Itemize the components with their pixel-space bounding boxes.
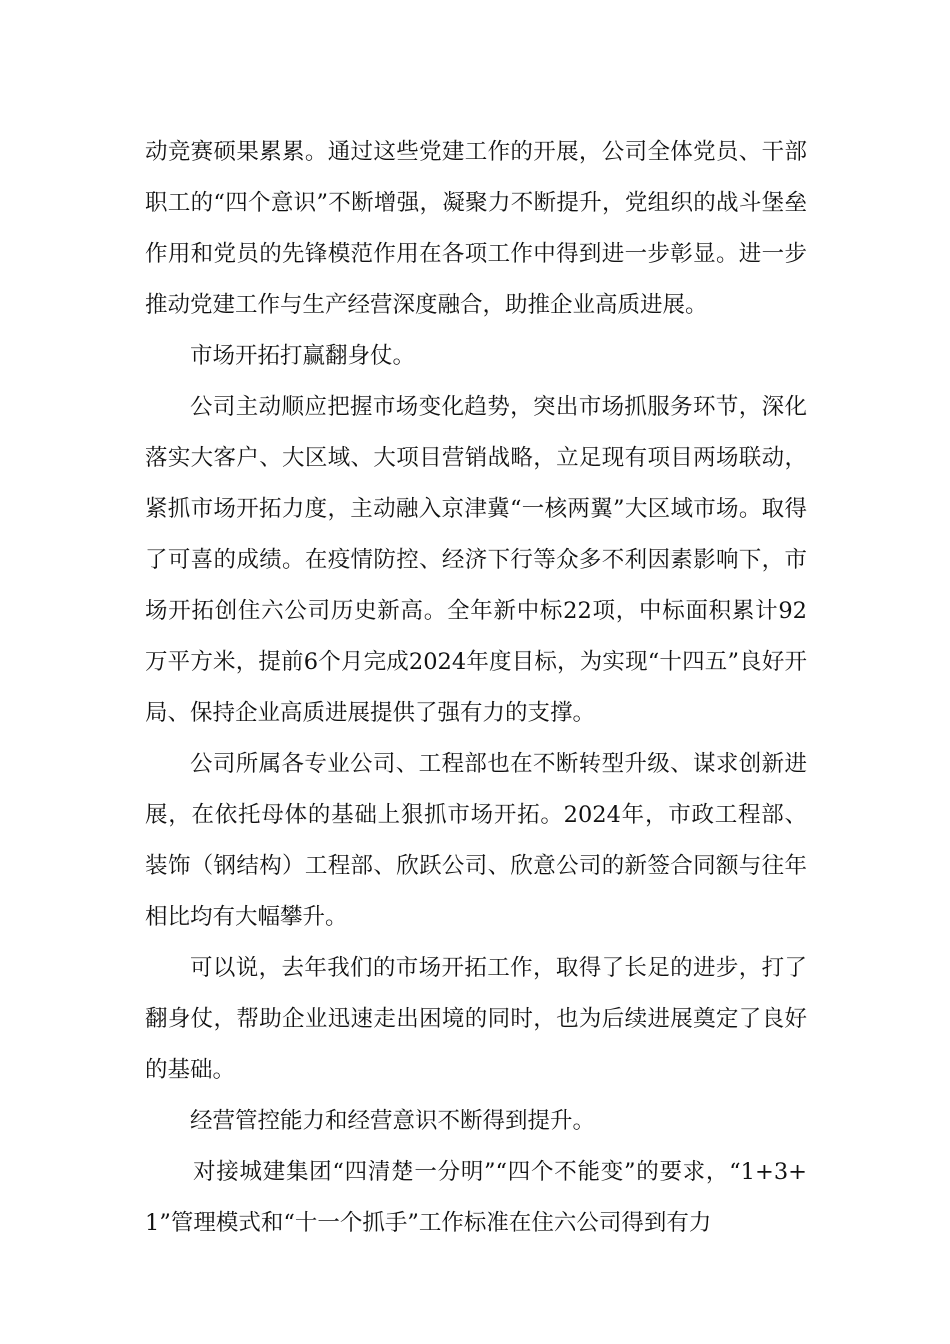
- document-page: [145, 127, 807, 1249]
- paragraph-management-model: 对接城建集团“四清楚一分明”“四个不能变”的要求，“1+3+1”管理模式和“十一个抓手”工作标准在住六公司得到有力: [145, 1159, 807, 1236]
- paragraph-summary: 可以说，去年我们的市场开拓工作，取得了长足的进步，打了翻身仗，帮助企业迅速走出困境的同时，也为后续进展奠定了良好的基础。: [145, 955, 807, 1083]
- paragraph-subsidiaries: 公司所属各专业公司、工程部也在不断转型升级、谋求创新进展，在依托母体的基础上狠抓市场开拓。2024年，市政工程部、装饰（钢结构）工程部、欣跃公司、欣意公司的新签合同额与往年相比均有大幅攀升。: [145, 751, 807, 930]
- paragraph-market-strategy: 公司主动顺应把握市场变化趋势，突出市场抓服务环节，深化落实大客户、大区域、大项目营销战略，立足现有项目两场联动，紧抓市场开拓力度，主动融入京津冀“一核两翼”大区域市场。取得了可喜的成绩。在疫情防控、经济下行等众多不利因素影响下，市场开拓创住六公司历史新高。全年新中标22项，中标面积累计92万平方米，提前6个月完成2024年度目标，为实现“十四五”良好开局、保持企业高质进展提供了强有力的支撑。: [145, 394, 807, 726]
- paragraph-party-building: 动竞赛硕果累累。通过这些党建工作的开展，公司全体党员、干部职工的“四个意识”不断增强，凝聚力不断提升，党组织的战斗堡垒作用和党员的先锋模范作用在各项工作中得到进一步彰显。进一步推动党建工作与生产经营深度融合，助推企业高质进展。: [145, 139, 807, 318]
- heading-operation-management: 经营管控能力和经营意识不断得到提升。: [190, 1108, 596, 1134]
- heading-market-expansion: 市场开拓打赢翻身仗。: [190, 343, 416, 369]
